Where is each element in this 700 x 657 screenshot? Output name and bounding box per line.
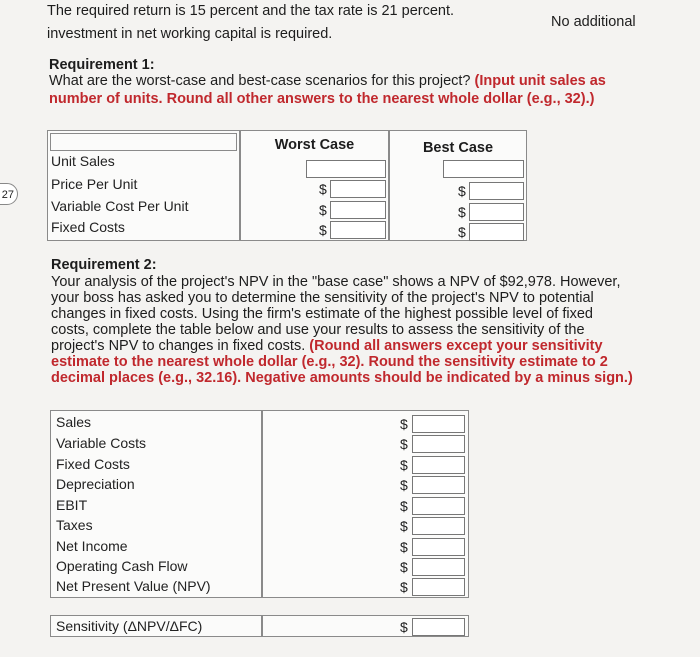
intro-line-2: investment in net working capital is required. <box>47 26 333 42</box>
req2-line-2: your boss has asked you to determine the sensitivity of the project's NPV to potential <box>51 290 594 306</box>
worst-unit-sales-input[interactable] <box>306 160 386 178</box>
dollar-sign: $ <box>400 416 408 432</box>
dollar-sign: $ <box>458 183 466 199</box>
req2-row-label: EBIT <box>56 497 88 513</box>
worst-price-per-unit-input[interactable] <box>330 180 386 198</box>
req2-line-5 <box>51 339 603 355</box>
req2-heading: Requirement 2: <box>51 257 157 273</box>
dollar-sign: $ <box>458 224 466 240</box>
dollar-sign: $ <box>400 498 408 514</box>
best-price-per-unit-input[interactable] <box>469 182 524 200</box>
dollar-sign: $ <box>400 619 408 635</box>
dollar-sign: $ <box>400 457 408 473</box>
depreciation-input[interactable] <box>412 476 465 494</box>
dollar-sign: $ <box>458 204 466 220</box>
req2-row-label: Variable Costs <box>56 435 147 451</box>
req2-line-5-plain: project's NPV to changes in fixed costs. <box>51 338 306 354</box>
req1-header-spacer <box>50 133 237 151</box>
req2-row-label: Net Income <box>56 538 128 554</box>
req2-line-5-bold: (Round all answers except your sensitivity <box>309 338 603 354</box>
fixed-costs-input[interactable] <box>412 456 465 474</box>
req1-instructions-line-1 <box>49 74 606 90</box>
taxes-input[interactable] <box>412 517 465 535</box>
question-number-badge[interactable]: 27 <box>0 183 18 205</box>
sensitivity-label: Sensitivity (ΔNPV/ΔFC) <box>56 618 203 634</box>
req1-row-label: Unit Sales <box>51 153 115 169</box>
req2-row-label: Fixed Costs <box>56 456 130 472</box>
req1-row-label: Fixed Costs <box>51 219 125 235</box>
best-variable-cost-input[interactable] <box>469 203 524 221</box>
sales-input[interactable] <box>412 415 465 433</box>
req2-row-label: Sales <box>56 414 92 430</box>
req2-row-label: Net Present Value (NPV) <box>56 578 211 594</box>
req1-text-bold-a: (Input unit sales as <box>474 73 606 89</box>
worst-variable-cost-input[interactable] <box>330 201 386 219</box>
dollar-sign: $ <box>400 436 408 452</box>
req2-line-4: costs, complete the table below and use your results to assess the sensitivity of the <box>51 322 585 338</box>
req2-row-label: Operating Cash Flow <box>56 558 188 574</box>
req1-row-label: Price Per Unit <box>51 176 138 192</box>
intro-line-1-tail: No additional <box>551 14 636 30</box>
req1-heading: Requirement 1: <box>49 57 155 73</box>
worst-fixed-costs-input[interactable] <box>330 221 386 239</box>
req1-header-worst: Worst Case <box>274 137 355 153</box>
dollar-sign: $ <box>319 222 327 238</box>
intro-line-1-text: The required return is 15 percent and the tax rate is 21 percent. <box>47 3 455 19</box>
dollar-sign: $ <box>400 579 408 595</box>
req1-header-best: Best Case <box>422 140 494 156</box>
best-unit-sales-input[interactable] <box>443 160 524 178</box>
req2-row-label: Depreciation <box>56 476 135 492</box>
req2-line-6: estimate to the nearest whole dollar (e.g., 32). Round the sensitivity estimate to 2 <box>51 354 608 370</box>
dollar-sign: $ <box>400 477 408 493</box>
req2-row-label: Taxes <box>56 517 93 533</box>
operating-cash-flow-input[interactable] <box>412 558 465 576</box>
sensitivity-input[interactable] <box>412 618 465 636</box>
req1-row-label: Variable Cost Per Unit <box>51 198 189 214</box>
intro-line-1 <box>47 4 454 20</box>
net-income-input[interactable] <box>412 538 465 556</box>
ebit-input[interactable] <box>412 497 465 515</box>
dollar-sign: $ <box>319 202 327 218</box>
req1-instructions-line-2: number of units. Round all other answers to the nearest whole dollar (e.g., 32).) <box>49 91 595 107</box>
best-fixed-costs-input[interactable] <box>469 223 524 241</box>
req1-text-plain: What are the worst-case and best-case scenarios for this project? <box>49 73 471 89</box>
variable-costs-input[interactable] <box>412 435 465 453</box>
req2-line-3: changes in fixed costs. Using the firm's estimate of the highest possible level of fixed <box>51 306 593 322</box>
req2-line-7: decimal places (e.g., 32.16). Negative amounts should be indicated by a minus sign.) <box>51 370 633 386</box>
npv-input[interactable] <box>412 578 465 596</box>
dollar-sign: $ <box>400 539 408 555</box>
req2-line-1: Your analysis of the project's NPV in the "base case" shows a NPV of $92,978. However, <box>51 274 621 290</box>
dollar-sign: $ <box>319 181 327 197</box>
dollar-sign: $ <box>400 518 408 534</box>
dollar-sign: $ <box>400 559 408 575</box>
